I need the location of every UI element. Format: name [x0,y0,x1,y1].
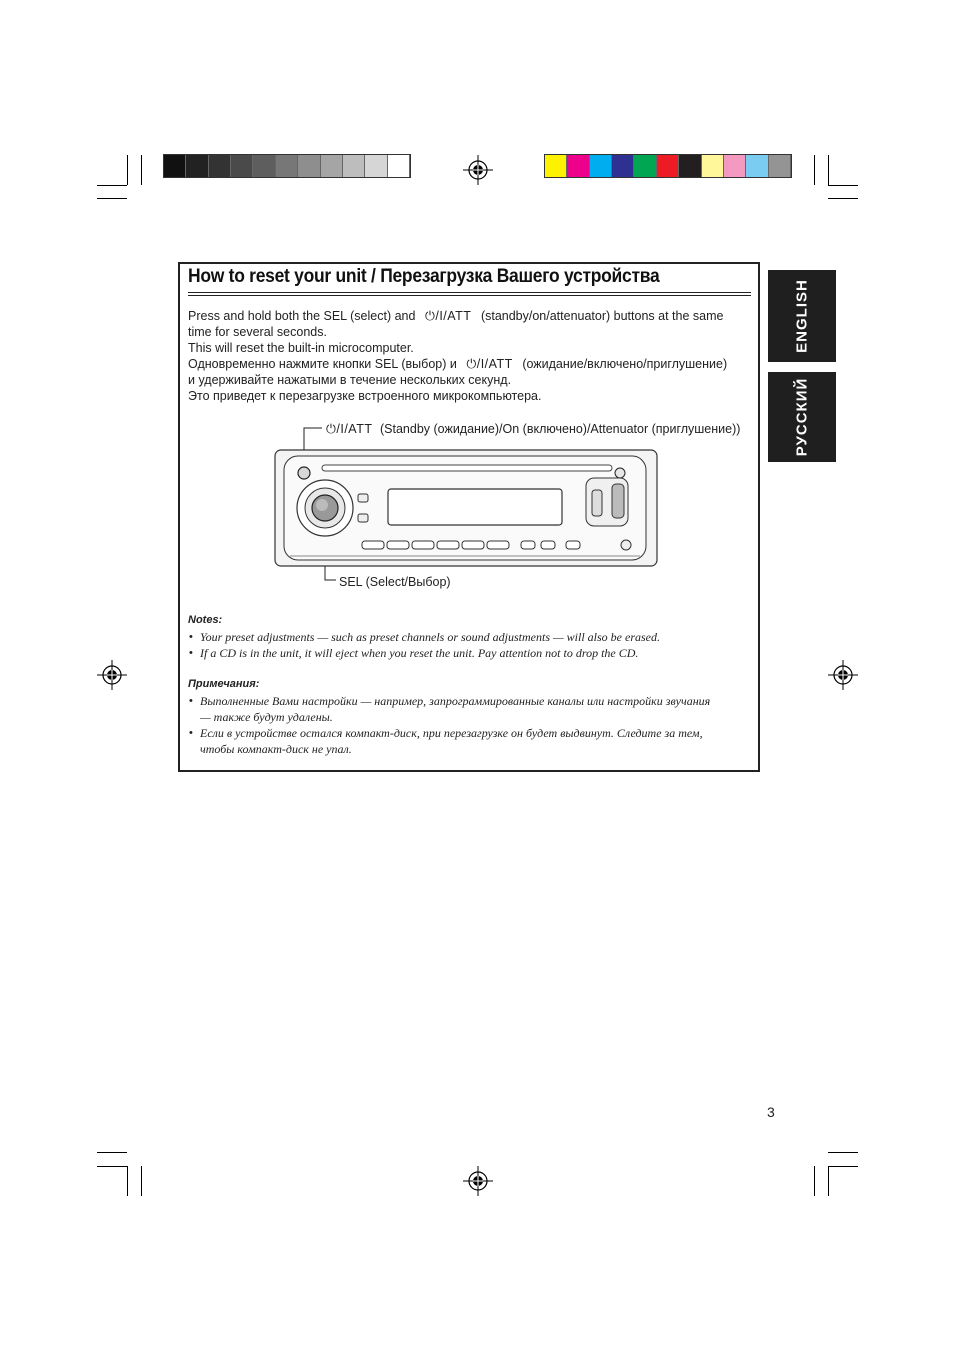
preset-button [566,541,580,549]
note-ru-item1-line1: Выполненные Вами настройки — например, запрограммированные каналы или настройки звучания [200,694,711,708]
bullet: • [189,727,193,739]
intro-text: (ожидание/включено/приглушение) [522,357,728,371]
calibration-swatch [567,155,589,177]
page-title: How to reset your unit / Перезагрузка Вашего устройства [188,266,660,287]
calibration-swatch [209,155,231,177]
notes-heading: Notes: [188,614,223,626]
calibration-swatch [298,155,320,177]
registration-mark-icon [463,155,493,185]
preset-button [521,541,535,549]
title-rule [188,295,751,296]
intro-en-line1 [188,308,723,324]
tab-english-label: ENGLISH [793,279,811,353]
display-window [388,489,562,525]
calibration-swatch [769,155,791,177]
eject-button [615,468,625,478]
bullet: • [189,695,193,707]
page-number: 3 [767,1104,775,1120]
preset-button [362,541,384,549]
note-ru-item1-line2: — также будут удалены. [200,710,333,724]
intro-en-line2: time for several seconds. [188,325,327,339]
calibration-swatch [321,155,343,177]
calibration-swatch [365,155,387,177]
calibration-swatch [634,155,656,177]
tab-russian [768,372,836,462]
calibration-swatch [612,155,634,177]
side-button [358,514,368,522]
att-button-symbol: ⏻/I/ATT [424,309,472,323]
note-ru-item2-line1: Если в устройстве остался компакт-диск, при перезагрузке он будет выдвинут. Следите за тем, [200,726,703,740]
calibration-swatch [276,155,298,177]
calibration-swatch [186,155,208,177]
calibration-swatch [746,155,768,177]
side-button [358,494,368,502]
notes-ru-heading: Примечания: [188,678,260,690]
preset-button [541,541,555,549]
calibration-swatch [253,155,275,177]
cd-slot [322,465,612,471]
intro-ru-line1 [188,356,727,372]
calibration-swatch [702,155,724,177]
preset-button [487,541,509,549]
bullet: • [189,647,193,659]
calibration-swatch [164,155,186,177]
att-button-symbol: ⏻/I/ATT [326,422,373,436]
preset-button [437,541,459,549]
calibration-swatch [657,155,679,177]
tab-english [768,270,836,362]
note-ru-item2-line2: чтобы компакт-диск не упал. [200,742,352,756]
color-calibration-bar [544,154,792,178]
calibration-swatch [343,155,365,177]
intro-ru-line2: и удерживайте нажатыми в течение нескольких секунд. [188,373,512,387]
registration-mark-icon [828,660,858,690]
title-rule [188,292,751,293]
preset-button [462,541,484,549]
calibration-swatch [590,155,612,177]
preset-button [387,541,409,549]
calibration-swatch [388,155,410,177]
preset-button [412,541,434,549]
calibration-swatch [545,155,567,177]
att-button [298,467,310,479]
grayscale-calibration-bar [163,154,411,178]
car-stereo-diagram [270,420,662,590]
intro-text: (standby/on/attenuator) buttons at the same [480,309,724,323]
calibration-swatch [724,155,746,177]
att-callout-text: (Standby (ожидание)/On (включено)/Attenuator (приглушение)) [379,422,741,436]
registration-mark-icon [463,1166,493,1196]
intro-en-line3: This will reset the built-in microcomputer. [188,341,414,355]
sel-callout-label: SEL (Select/Выбор) [339,575,451,589]
tab-russian-label: РУССКИЙ [793,377,811,457]
att-button-symbol: ⏻/I/ATT [466,357,513,371]
bullet: • [189,631,193,643]
calibration-swatch [679,155,701,177]
note-item: Your preset adjustments — such as preset channels or sound adjustments — will also be erased. [200,630,661,644]
intro-text: Press and hold both the SEL (select) and [188,309,416,323]
registration-mark-icon [97,660,127,690]
note-item: If a CD is in the unit, it will eject when you reset the unit. Pay attention not to drop the CD. [200,646,639,660]
intro-text: Одновременно нажмите кнопки SEL (выбор) и [188,357,457,371]
intro-ru-line3: Это приведет к перезагрузке встроенного микрокомпьютера. [188,389,542,403]
calibration-swatch [231,155,253,177]
